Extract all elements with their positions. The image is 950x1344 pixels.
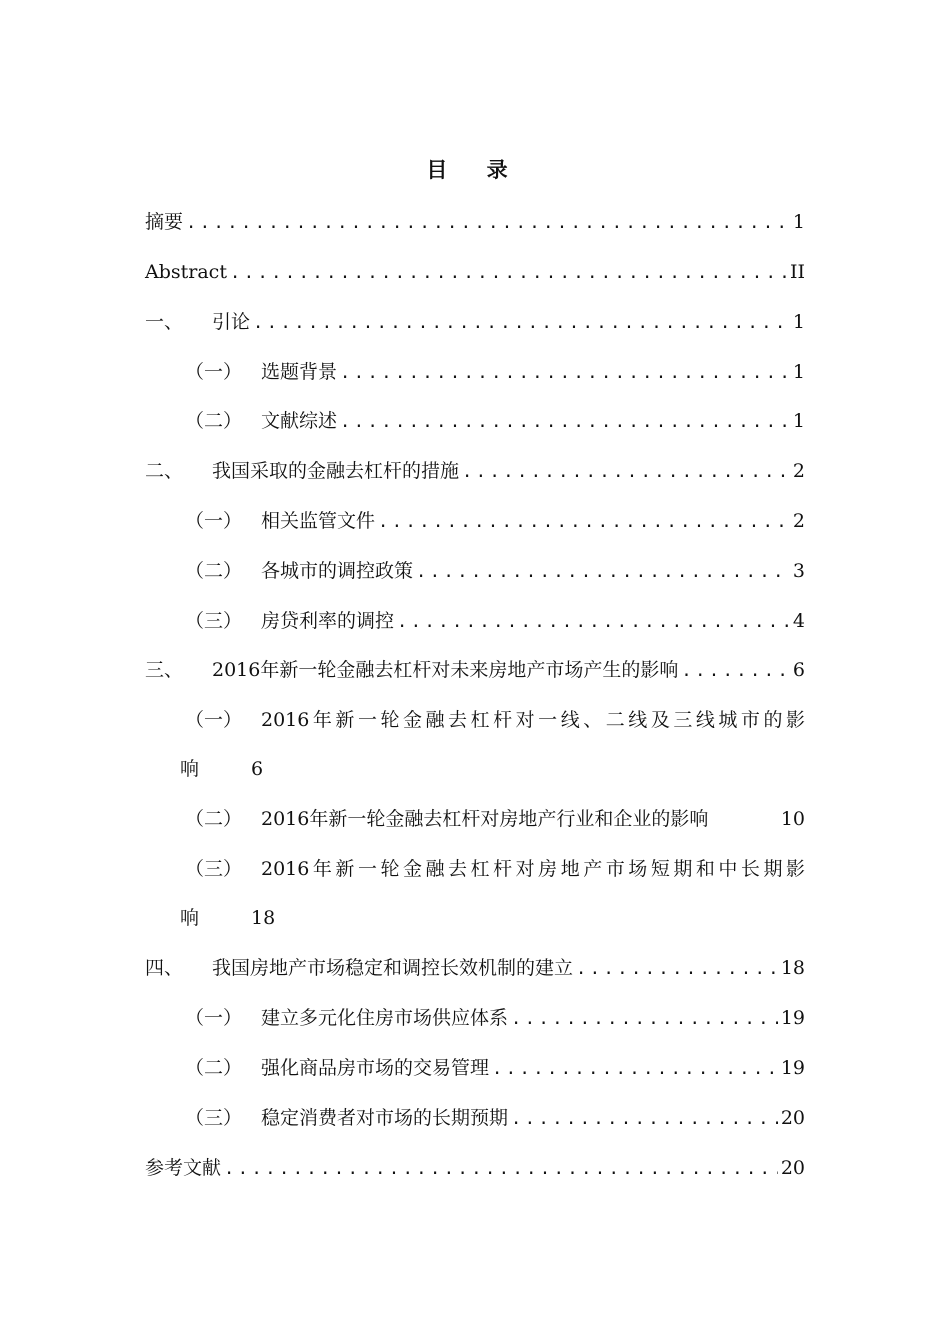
toc-entry-number: 四、 <box>145 957 184 979</box>
toc-entry-page: 1 <box>792 410 805 432</box>
toc-entry-page: 19 <box>780 1007 805 1029</box>
dot-leader <box>576 954 778 984</box>
toc-entry-page: 20 <box>780 1157 805 1179</box>
toc-entry-page: 1 <box>792 211 805 233</box>
toc-entry-page: 18 <box>251 907 276 929</box>
dot-leader <box>378 507 790 537</box>
toc-entry-chapter-1[interactable] <box>145 307 805 337</box>
dot-leader <box>492 1054 778 1084</box>
toc-entry-page: 1 <box>792 311 805 333</box>
dot-leader <box>397 607 790 637</box>
toc-entry-number: （一） <box>185 510 243 532</box>
toc-entry-chapter-4[interactable] <box>145 953 805 983</box>
toc-entry-number: （二） <box>185 410 243 432</box>
toc-entry-title: 参考文献 <box>145 1157 222 1179</box>
toc-entry-section-4-1[interactable] <box>185 1003 805 1033</box>
toc-entry-section-3-3[interactable] <box>180 854 805 929</box>
toc-entry-page: 6 <box>251 758 264 780</box>
toc-entry-title: 强化商品房市场的交易管理 <box>261 1057 490 1079</box>
toc-entry-page: II <box>789 261 805 283</box>
dot-leader <box>462 457 790 487</box>
toc-entry-title: 我国采取的金融去杠杆的措施 <box>212 460 460 482</box>
toc-entry-chapter-2[interactable] <box>145 456 805 486</box>
toc-entry-title: 我国房地产市场稳定和调控长效机制的建立 <box>212 957 574 979</box>
dot-leader <box>511 1104 778 1134</box>
toc-entry-title-continued: 响 <box>180 758 200 780</box>
toc-entry-number: （一） <box>185 1007 243 1029</box>
toc-entry-title: 摘要 <box>145 211 184 233</box>
toc-entry-title: Abstract <box>145 261 227 283</box>
toc-entry-number: 二、 <box>145 460 184 482</box>
toc-entry-title: 相关监管文件 <box>261 510 376 532</box>
toc-entry-abstract-cn[interactable] <box>145 207 805 237</box>
toc-entry-number: （一） <box>185 361 243 383</box>
toc-entry-number: （二） <box>185 808 243 830</box>
toc-entry-section-3-1[interactable] <box>180 705 805 780</box>
toc-entry-page: 19 <box>780 1057 805 1079</box>
toc-entry-title: 2016年新一轮金融去杠杆对房地产市场短期和中长期影 <box>261 858 805 880</box>
toc-entry-number: （三） <box>185 610 243 632</box>
toc-entry-references[interactable] <box>145 1153 805 1183</box>
toc-entry-number: （三） <box>185 1107 243 1129</box>
dot-leader <box>230 258 787 288</box>
toc-entry-section-2-3[interactable] <box>185 606 805 636</box>
toc-entry-section-1-2[interactable] <box>185 406 805 436</box>
toc-entry-abstract-en[interactable] <box>145 257 805 287</box>
dot-leader <box>253 308 790 338</box>
toc-entry-section-4-3[interactable] <box>185 1103 805 1133</box>
toc-entry-section-2-1[interactable] <box>185 506 805 536</box>
toc-entry-title: 稳定消费者对市场的长期预期 <box>261 1107 509 1129</box>
toc-entry-page: 2 <box>792 510 805 532</box>
toc-entry-page: 10 <box>780 808 805 830</box>
toc-entry-number: （二） <box>185 1057 243 1079</box>
toc-entry-number: （三） <box>185 858 243 880</box>
toc-entry-page: 4 <box>792 610 805 632</box>
toc-entry-number: 三、 <box>145 659 184 681</box>
toc-entry-section-3-2[interactable] <box>185 804 805 834</box>
dot-leader <box>681 656 790 686</box>
toc-entry-page: 2 <box>792 460 805 482</box>
dot-leader <box>340 407 790 437</box>
toc-entry-number: （二） <box>185 560 243 582</box>
dot-leader <box>416 557 790 587</box>
toc-entry-page: 3 <box>792 560 805 582</box>
toc-entry-title: 房贷利率的调控 <box>261 610 395 632</box>
toc-entry-title: 各城市的调控政策 <box>261 560 414 582</box>
dot-leader <box>186 208 790 238</box>
dot-leader <box>224 1154 778 1184</box>
toc-entry-title: 选题背景 <box>261 361 338 383</box>
toc-entry-title: 2016年新一轮金融去杠杆对一线、二线及三线城市的影 <box>261 709 805 731</box>
toc-entry-page: 1 <box>792 361 805 383</box>
toc-entry-title: 2016年新一轮金融去杠杆对未来房地产市场产生的影响 <box>212 659 679 681</box>
toc-entry-section-4-2[interactable] <box>185 1053 805 1083</box>
toc-entry-title: 建立多元化住房市场供应体系 <box>261 1007 509 1029</box>
toc-entry-title: 文献综述 <box>261 410 338 432</box>
toc-entry-number: （一） <box>185 709 243 731</box>
toc-entry-page: 6 <box>792 659 805 681</box>
toc-entry-title-continued: 响 <box>180 907 200 929</box>
toc-title: 目 录 <box>426 157 524 182</box>
toc-entry-title: 引论 <box>212 311 251 333</box>
toc-entry-title: 2016年新一轮金融去杠杆对房地产行业和企业的影响 <box>261 808 709 830</box>
toc-entry-chapter-3[interactable] <box>145 655 805 685</box>
toc-entry-section-1-1[interactable] <box>185 357 805 387</box>
toc-entry-page: 18 <box>780 957 805 979</box>
dot-leader <box>511 1004 778 1034</box>
toc-entry-number: 一、 <box>145 311 184 333</box>
toc-entry-page: 20 <box>780 1107 805 1129</box>
dot-leader <box>340 358 790 388</box>
toc-entry-section-2-2[interactable] <box>185 556 805 586</box>
